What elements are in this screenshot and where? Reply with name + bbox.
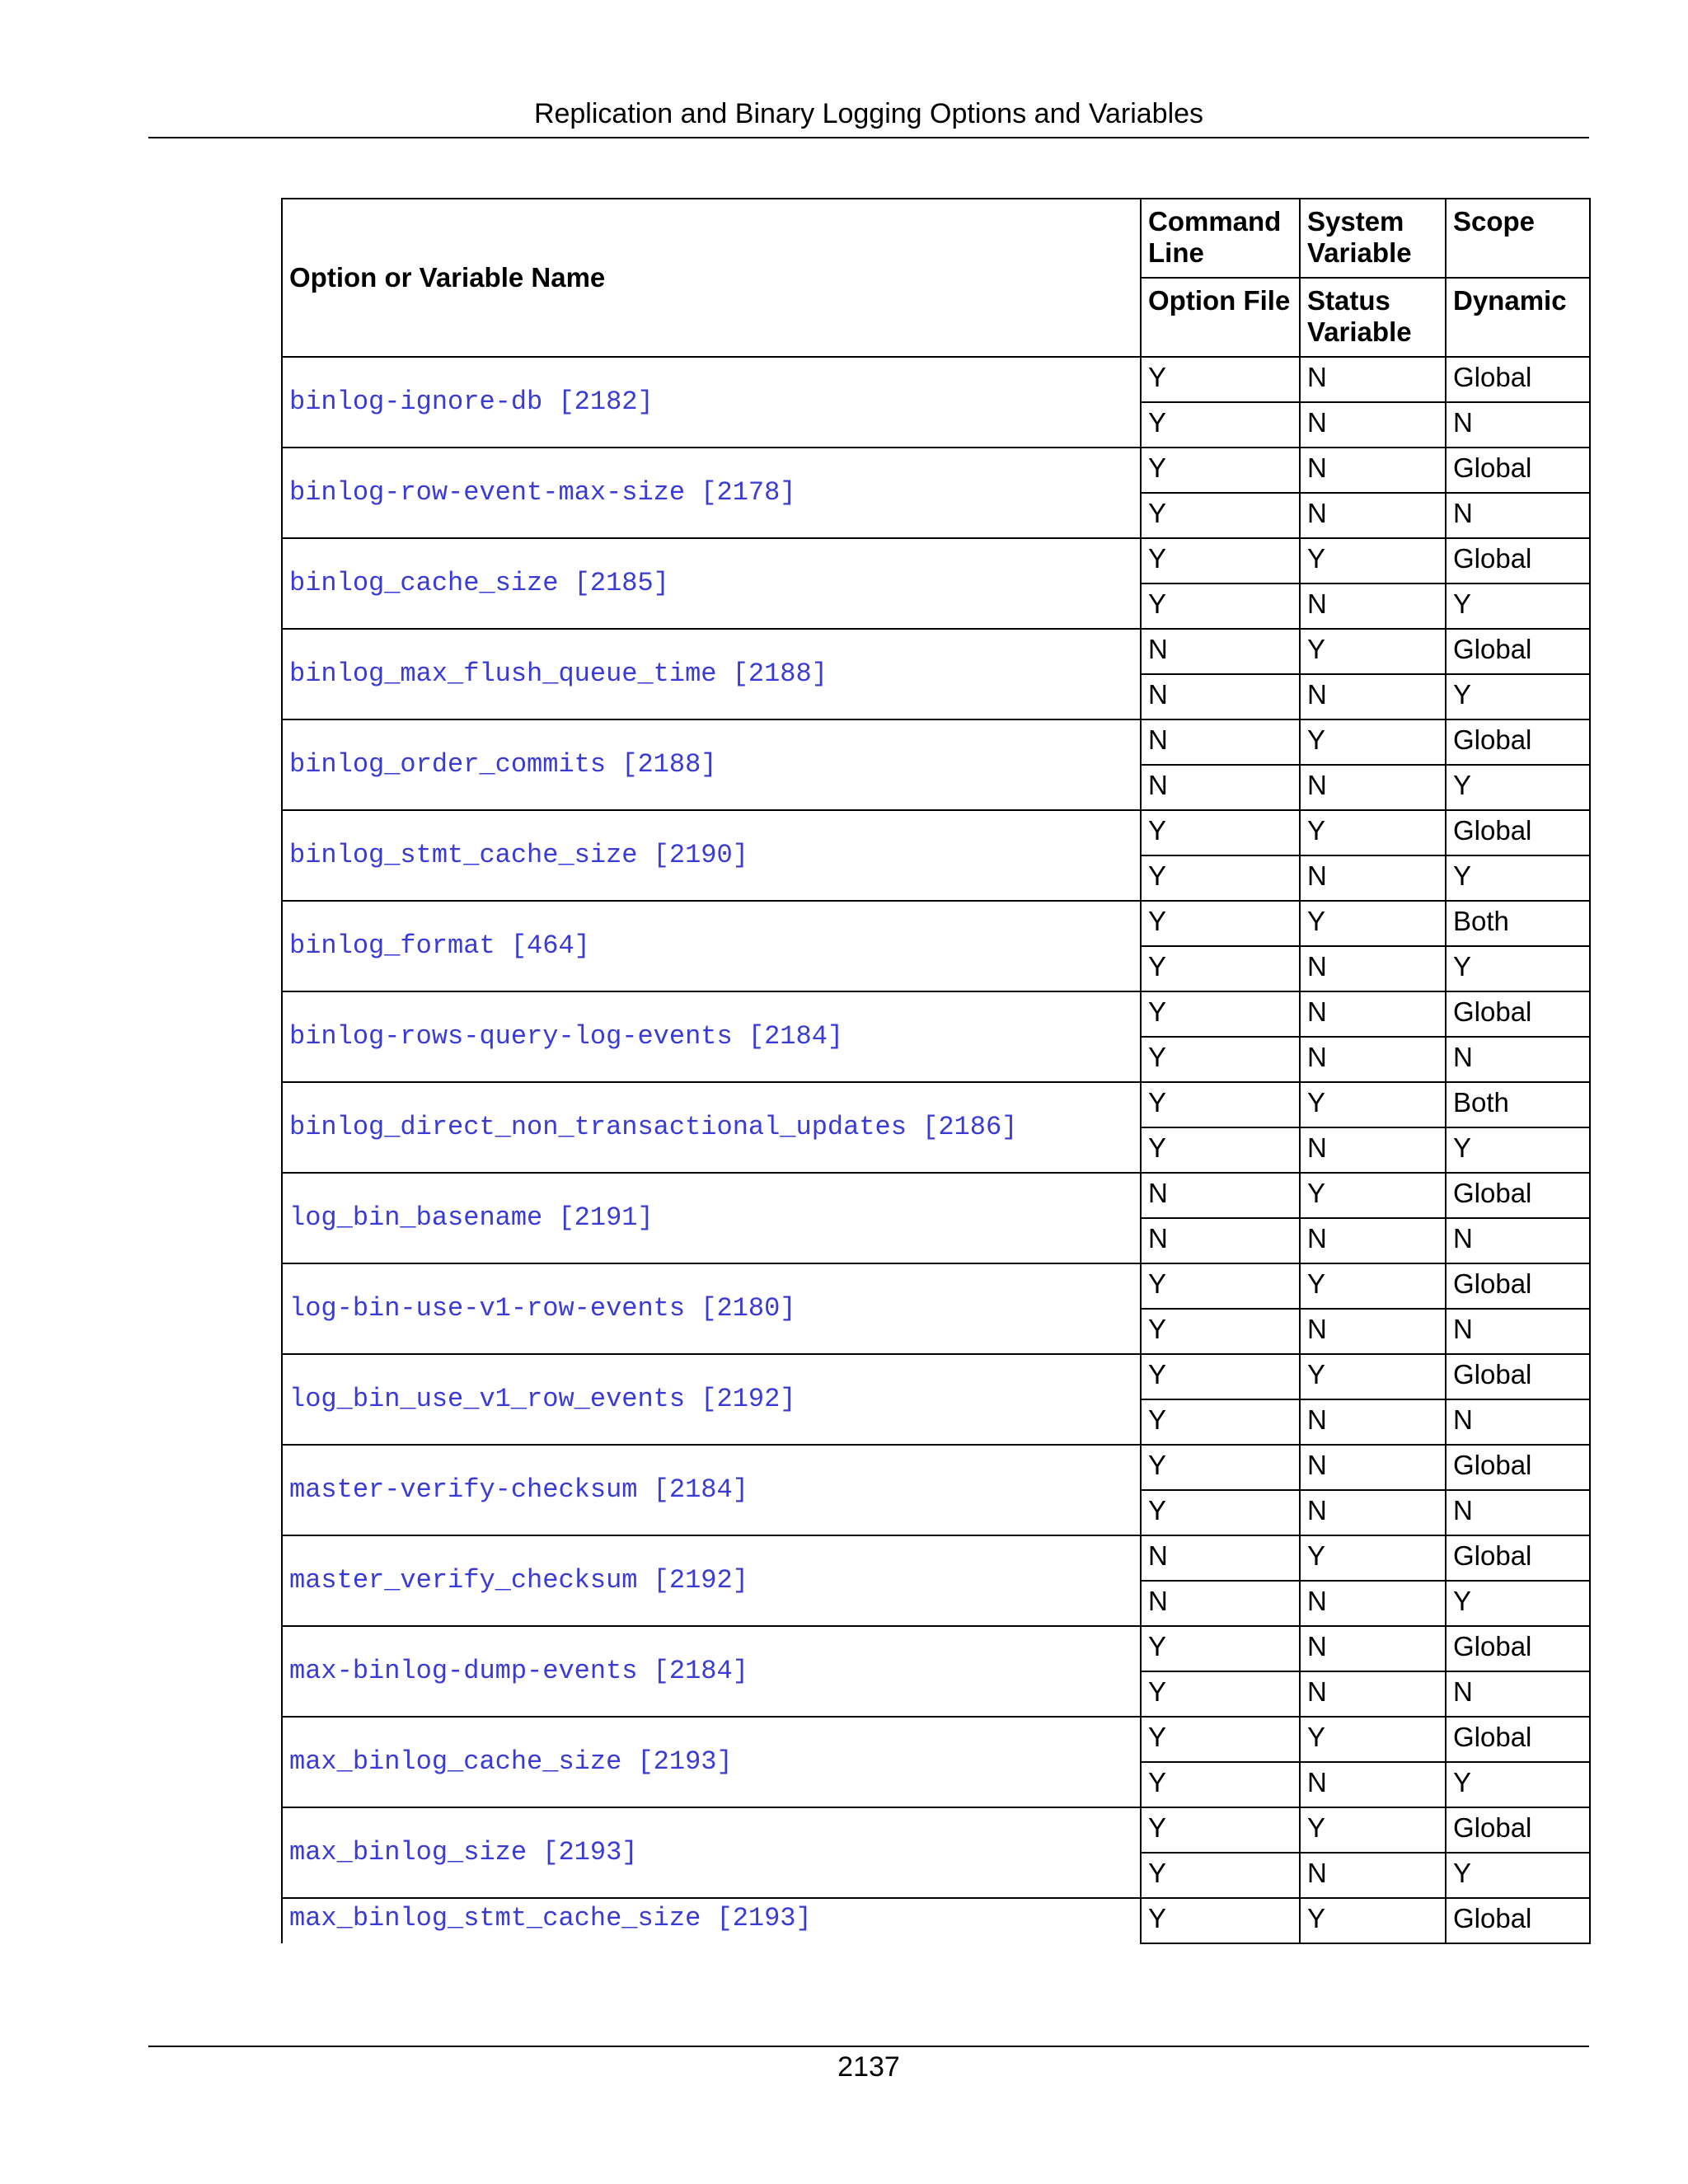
options-table (281, 198, 1591, 1944)
option-name-cell (282, 901, 1141, 991)
scope-cell: Global (1446, 538, 1590, 583)
dynamic-cell: N (1446, 1309, 1590, 1354)
table-row (282, 1354, 1590, 1399)
status-variable-cell: N (1300, 1762, 1446, 1807)
option-link[interactable]: binlog_order_commits [2188] (289, 749, 717, 780)
status-variable-cell: N (1300, 946, 1446, 991)
table-row (282, 1807, 1590, 1853)
option-link[interactable]: master_verify_checksum [2192] (289, 1565, 748, 1596)
system-variable-cell: Y (1300, 1263, 1446, 1309)
option-link[interactable]: master-verify-checksum [2184] (289, 1474, 748, 1505)
dynamic-cell: Y (1446, 946, 1590, 991)
scope-cell: Global (1446, 1717, 1590, 1762)
status-variable-cell: N (1300, 1127, 1446, 1173)
option-file-cell: Y (1141, 1309, 1300, 1354)
option-file-cell: Y (1141, 1399, 1300, 1445)
dynamic-cell: Y (1446, 1853, 1590, 1898)
command-line-cell: Y (1141, 1263, 1300, 1309)
system-variable-cell: N (1300, 991, 1446, 1037)
scope-cell: Global (1446, 1445, 1590, 1490)
option-link[interactable]: max_binlog_size [2193] (289, 1837, 638, 1868)
status-variable-cell: N (1300, 674, 1446, 719)
command-line-cell: Y (1141, 1626, 1300, 1671)
option-name-cell (282, 1445, 1141, 1535)
option-file-cell: Y (1141, 1490, 1300, 1535)
scope-cell: Global (1446, 1354, 1590, 1399)
status-variable-cell: N (1300, 1309, 1446, 1354)
option-file-cell: Y (1141, 1762, 1300, 1807)
option-name-cell (282, 1173, 1141, 1263)
status-variable-cell: N (1300, 1399, 1446, 1445)
option-link[interactable]: log_bin_use_v1_row_events [2192] (289, 1384, 796, 1414)
dynamic-cell: Y (1446, 1127, 1590, 1173)
command-line-cell: Y (1141, 1445, 1300, 1490)
command-line-cell: N (1141, 719, 1300, 765)
option-file-cell: Y (1141, 1853, 1300, 1898)
system-variable-cell: Y (1300, 1717, 1446, 1762)
scope-cell: Global (1446, 1807, 1590, 1853)
option-file-cell: N (1141, 1581, 1300, 1626)
option-name-cell (282, 1717, 1141, 1807)
option-name-cell (282, 448, 1141, 538)
system-variable-cell: Y (1300, 1535, 1446, 1581)
table-row (282, 1082, 1590, 1127)
header-option-file: Option File (1141, 278, 1300, 357)
option-link[interactable]: binlog_cache_size [2185] (289, 568, 669, 598)
system-variable-cell: N (1300, 1445, 1446, 1490)
page-number: 2137 (837, 2051, 900, 2083)
option-file-cell: Y (1141, 855, 1300, 901)
command-line-cell: Y (1141, 538, 1300, 583)
table-row (282, 1445, 1590, 1490)
system-variable-cell: Y (1300, 538, 1446, 583)
option-name-cell (282, 1626, 1141, 1717)
status-variable-cell: N (1300, 583, 1446, 629)
option-link[interactable]: binlog_format [464] (289, 930, 590, 961)
system-variable-cell: N (1300, 357, 1446, 402)
table-row (282, 810, 1590, 855)
table-row (282, 991, 1590, 1037)
system-variable-cell: N (1300, 1626, 1446, 1671)
option-file-cell: N (1141, 1218, 1300, 1263)
option-link[interactable]: binlog_direct_non_transactional_updates [2186] (289, 1112, 1018, 1142)
command-line-cell: Y (1141, 1354, 1300, 1399)
table-row (282, 629, 1590, 674)
command-line-cell: N (1141, 629, 1300, 674)
system-variable-cell: Y (1300, 1354, 1446, 1399)
option-file-cell: Y (1141, 1127, 1300, 1173)
option-file-cell: N (1141, 765, 1300, 810)
option-name-cell (282, 1807, 1141, 1898)
option-link[interactable]: binlog_max_flush_queue_time [2188] (289, 658, 828, 689)
dynamic-cell: Y (1446, 1581, 1590, 1626)
table-row (282, 1173, 1590, 1218)
option-link[interactable]: log_bin_basename [2191] (289, 1202, 654, 1233)
header-rule (148, 137, 1589, 138)
status-variable-cell: N (1300, 493, 1446, 538)
status-variable-cell: N (1300, 1581, 1446, 1626)
option-file-cell: Y (1141, 1037, 1300, 1082)
table-row (282, 1263, 1590, 1309)
table-row (282, 1626, 1590, 1671)
option-name-cell (282, 1082, 1141, 1173)
option-link[interactable]: binlog-ignore-db [2182] (289, 387, 654, 417)
option-link[interactable]: max_binlog_stmt_cache_size [2193] (289, 1903, 812, 1933)
scope-cell: Global (1446, 1626, 1590, 1671)
system-variable-cell: Y (1300, 719, 1446, 765)
option-file-cell: N (1141, 674, 1300, 719)
status-variable-cell: N (1300, 1218, 1446, 1263)
option-link[interactable]: binlog-row-event-max-size [2178] (289, 477, 796, 508)
system-variable-cell: Y (1300, 1898, 1446, 1943)
option-file-cell: Y (1141, 583, 1300, 629)
system-variable-cell: Y (1300, 810, 1446, 855)
header-option-or-variable-name: Option or Variable Name (282, 199, 1141, 357)
table-row (282, 719, 1590, 765)
status-variable-cell: N (1300, 1037, 1446, 1082)
system-variable-cell: Y (1300, 901, 1446, 946)
status-variable-cell: N (1300, 1671, 1446, 1717)
table-body (282, 357, 1590, 1943)
dynamic-cell: N (1446, 402, 1590, 448)
scope-cell: Global (1446, 357, 1590, 402)
table-row (282, 1717, 1590, 1762)
header-command-line: Command Line (1141, 199, 1300, 278)
dynamic-cell: Y (1446, 855, 1590, 901)
header-status-variable: Status Variable (1300, 278, 1446, 357)
option-name-cell (282, 1535, 1141, 1626)
command-line-cell: N (1141, 1535, 1300, 1581)
option-name-cell (282, 1263, 1141, 1354)
status-variable-cell: N (1300, 765, 1446, 810)
scope-cell: Global (1446, 1263, 1590, 1309)
option-link[interactable]: max-binlog-dump-events [2184] (289, 1656, 748, 1686)
system-variable-cell: Y (1300, 629, 1446, 674)
dynamic-cell: N (1446, 1218, 1590, 1263)
dynamic-cell: N (1446, 1037, 1590, 1082)
scope-cell: Global (1446, 991, 1590, 1037)
scope-cell: Global (1446, 629, 1590, 674)
table-row (282, 448, 1590, 493)
status-variable-cell: N (1300, 1853, 1446, 1898)
option-file-cell: Y (1141, 946, 1300, 991)
scope-cell: Both (1446, 901, 1590, 946)
status-variable-cell: N (1300, 402, 1446, 448)
option-name-cell (282, 810, 1141, 901)
command-line-cell: Y (1141, 1717, 1300, 1762)
option-name-cell (282, 538, 1141, 629)
option-link[interactable]: log-bin-use-v1-row-events [2180] (289, 1293, 796, 1324)
dynamic-cell: Y (1446, 765, 1590, 810)
dynamic-cell: N (1446, 1490, 1590, 1535)
dynamic-cell: N (1446, 1671, 1590, 1717)
option-link[interactable]: max_binlog_cache_size [2193] (289, 1746, 733, 1777)
command-line-cell: Y (1141, 448, 1300, 493)
option-file-cell: Y (1141, 1671, 1300, 1717)
table-header (282, 199, 1590, 357)
dynamic-cell: Y (1446, 583, 1590, 629)
option-link[interactable]: binlog-rows-query-log-events [2184] (289, 1021, 844, 1052)
command-line-cell: Y (1141, 1807, 1300, 1853)
dynamic-cell: N (1446, 1399, 1590, 1445)
command-line-cell: Y (1141, 1082, 1300, 1127)
command-line-cell: Y (1141, 991, 1300, 1037)
table-row (282, 1898, 1590, 1943)
scope-cell: Global (1446, 810, 1590, 855)
option-name-cell (282, 1354, 1141, 1445)
header-scope: Scope (1446, 199, 1590, 278)
option-name-cell (282, 357, 1141, 448)
system-variable-cell: Y (1300, 1807, 1446, 1853)
header-dynamic: Dynamic (1446, 278, 1590, 357)
scope-cell: Global (1446, 448, 1590, 493)
table-row (282, 538, 1590, 583)
status-variable-cell: N (1300, 1490, 1446, 1535)
scope-cell: Global (1446, 1535, 1590, 1581)
command-line-cell: N (1141, 1173, 1300, 1218)
table-row (282, 1535, 1590, 1581)
option-name-cell (282, 991, 1141, 1082)
scope-cell: Global (1446, 1173, 1590, 1218)
dynamic-cell: Y (1446, 1762, 1590, 1807)
option-file-cell: Y (1141, 493, 1300, 538)
command-line-cell: Y (1141, 1898, 1300, 1943)
option-file-cell: Y (1141, 402, 1300, 448)
command-line-cell: Y (1141, 901, 1300, 946)
scope-cell: Both (1446, 1082, 1590, 1127)
page-header-title: Replication and Binary Logging Options and Variables (533, 98, 1204, 129)
option-name-cell (282, 629, 1141, 719)
command-line-cell: Y (1141, 810, 1300, 855)
table-row (282, 901, 1590, 946)
option-name-cell (282, 1898, 1141, 1943)
system-variable-cell: Y (1300, 1082, 1446, 1127)
dynamic-cell: N (1446, 493, 1590, 538)
header-system-variable: System Variable (1300, 199, 1446, 278)
command-line-cell: Y (1141, 357, 1300, 402)
scope-cell: Global (1446, 719, 1590, 765)
system-variable-cell: Y (1300, 1173, 1446, 1218)
status-variable-cell: N (1300, 855, 1446, 901)
scope-cell: Global (1446, 1898, 1590, 1943)
table-row (282, 357, 1590, 402)
system-variable-cell: N (1300, 448, 1446, 493)
option-name-cell (282, 719, 1141, 810)
dynamic-cell: Y (1446, 674, 1590, 719)
option-link[interactable]: binlog_stmt_cache_size [2190] (289, 840, 748, 870)
